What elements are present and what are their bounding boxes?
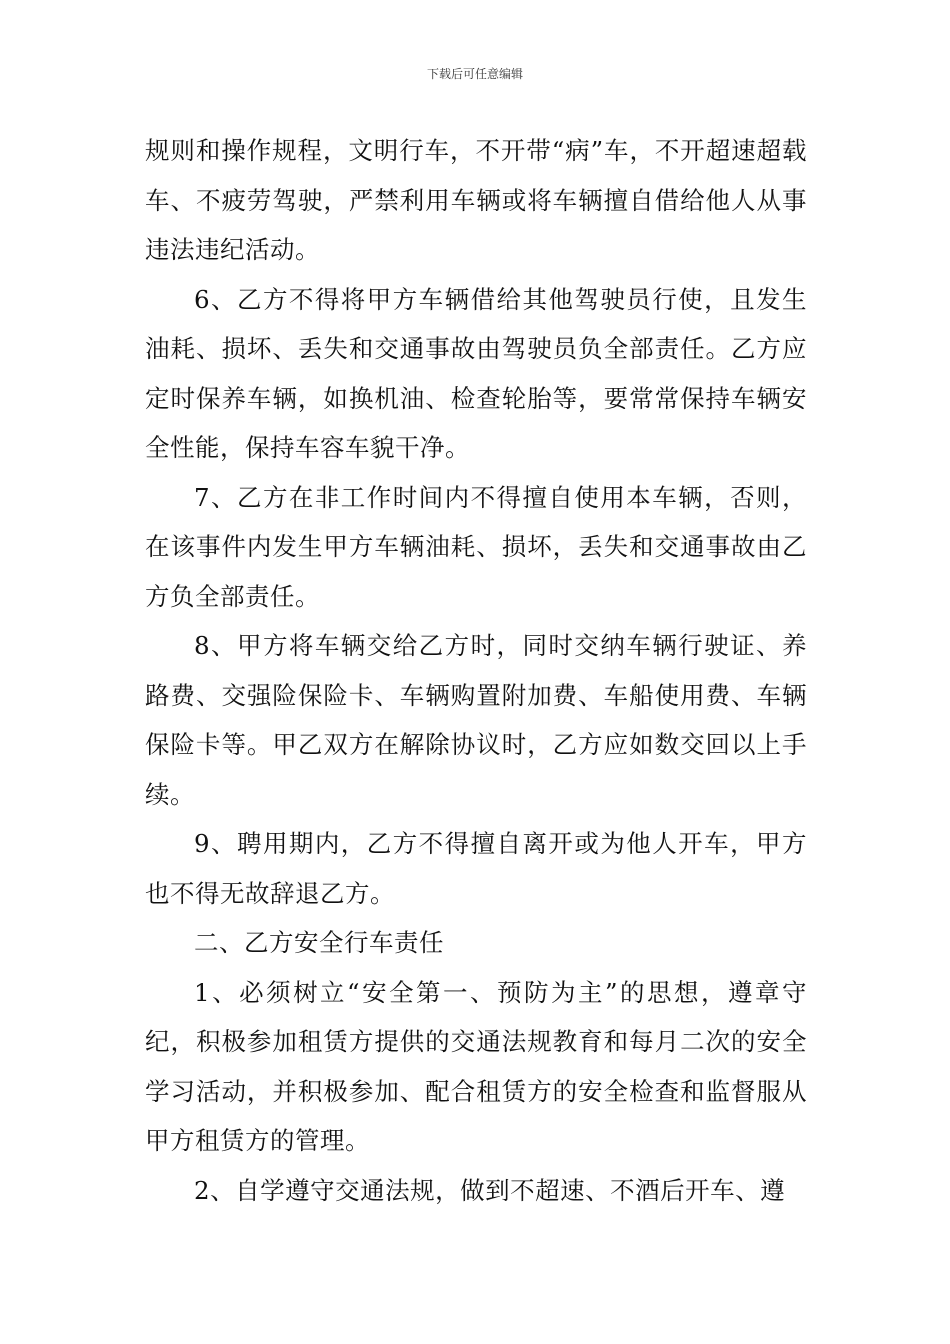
header-note: 下载后可任意编辑 bbox=[426, 67, 523, 81]
paragraph-continuation: 规则和操作规程，文明行车，不开带“病”车，不开超速超载车、不疲劳驾驶，严禁利用车辆或将车辆擅自借给他人从事违法违纪活动。 bbox=[145, 136, 807, 264]
paragraph-item-8: 8、甲方将车辆交给乙方时，同时交纳车辆行驶证、养路费、交强险保险卡、车辆购置附加费、车船使用费、车辆保险卡等。甲乙双方在解除协议时，乙方应如数交回以上手续。 bbox=[145, 631, 807, 809]
paragraph-section2-item-1: 1、必须树立“安全第一、预防为主”的思想，遵章守纪，积极参加租赁方提供的交通法规教育和每月二次的安全学习活动，并积极参加、配合租赁方的安全检查和监督服从甲方租赁方的管理。 bbox=[145, 977, 807, 1155]
section-heading-2: 二、乙方安全行车责任 bbox=[194, 928, 444, 957]
paragraph-item-7: 7、乙方在非工作时间内不得擅自使用本车辆，否则，在该事件内发生甲方车辆油耗、损坏，丢失和交通事故由乙方负全部责任。 bbox=[145, 482, 807, 611]
document-body bbox=[145, 126, 807, 1215]
paragraph-item-6: 6、乙方不得将甲方车辆借给其他驾驶员行使，且发生油耗、损坏、丢失和交通事故由驾驶员负全部责任。乙方应定时保养车辆，如换机油、检查轮胎等，要常常保持车辆安全性能，保持车容车貌干净。 bbox=[145, 284, 807, 462]
paragraph-section2-item-2: 2、自学遵守交通法规，做到不超速、不酒后开车、遵 bbox=[194, 1175, 786, 1205]
paragraph-item-9: 9、聘用期内，乙方不得擅自离开或为他人开车，甲方也不得无故辞退乙方。 bbox=[145, 829, 807, 908]
